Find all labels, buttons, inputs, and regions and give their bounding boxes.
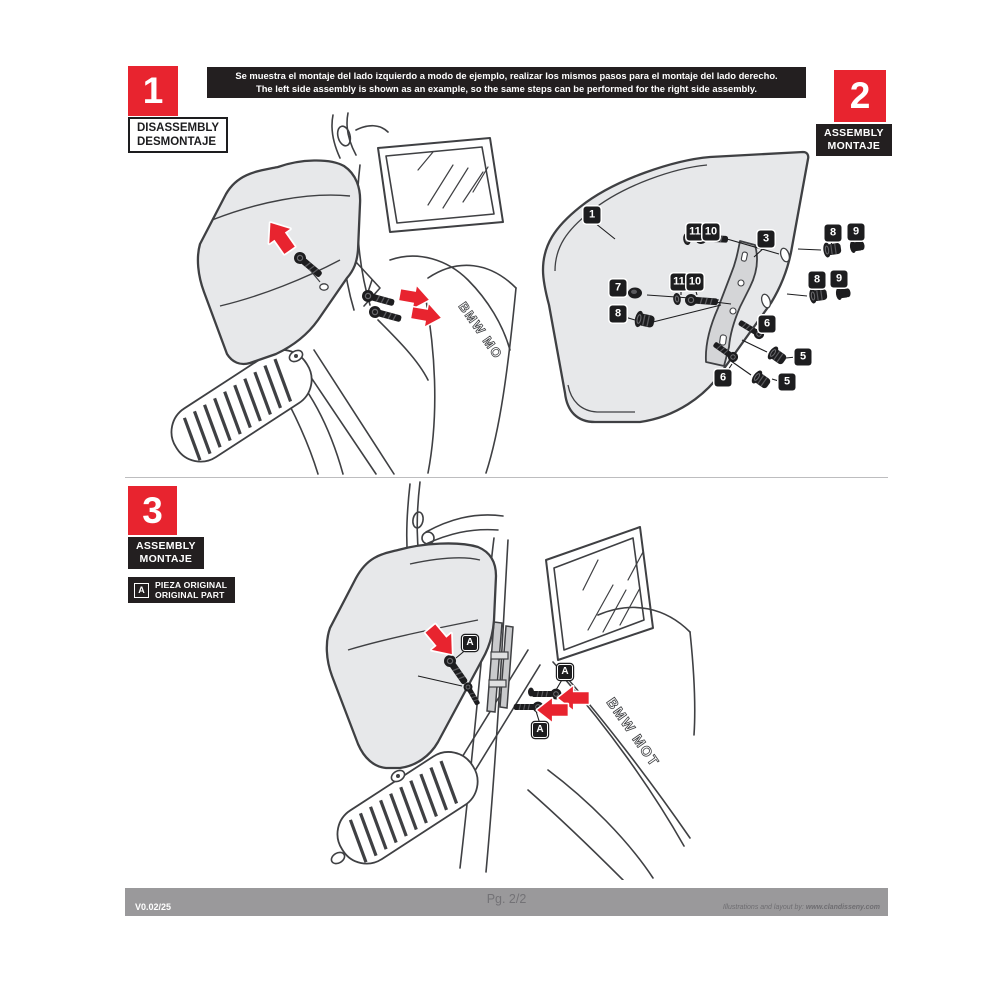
part-callout-7: 7 [610,280,627,297]
part-callout-A: A [557,664,573,680]
example-note-banner [207,67,806,98]
step1-label-en: DISASSEMBLY [137,122,220,134]
credit-text [723,904,880,911]
part-callout-5: 5 [779,374,796,391]
step2-number: 2 [834,70,886,122]
part-callout-3: 3 [758,231,775,248]
step3-drawing [298,480,698,880]
step1-label-es: DESMONTAJE [137,136,217,148]
step3-label-en: ASSEMBLY [136,540,196,552]
original-part-marker-icon: A [134,583,149,598]
part-callout-A: A [462,635,478,651]
part-callout-11: 11 [671,274,688,291]
part-callout-11: 11 [687,224,704,241]
step1-illustration [128,110,518,475]
part-callout-9: 9 [831,271,848,288]
step1-drawing [128,110,518,475]
part-callout-10: 10 [703,224,720,241]
original-part-legend [128,577,235,603]
part-callout-8: 8 [610,306,627,323]
part-callout-5: 5 [795,349,812,366]
legend-line-en: ORIGINAL PART [155,590,225,600]
part-callout-6: 6 [715,370,732,387]
step1-number: 1 [128,66,178,116]
part-callout-8: 8 [825,225,842,242]
step2-label-es: MONTAJE [827,140,881,152]
part-callout-A: A [532,722,548,738]
part-callout-6: 6 [759,316,776,333]
bike-logo-step3: BMW MOT [603,694,663,770]
original-part-text [155,580,227,600]
step3-label-es: MONTAJE [139,553,193,565]
footer-bar [125,888,888,916]
legend-line-es: PIEZA ORIGINAL [155,580,228,590]
page-indicator: Pg. 2/2 [486,892,527,906]
part-callout-1: 1 [584,207,601,224]
section-divider [125,477,888,478]
banner-line-es: Se muestra el montaje del lado izquierdo a modo de ejemplo, realizar los mismos pasos para el montaje del lado derecho. [235,70,778,81]
part-callout-10: 10 [687,274,704,291]
step3-number: 3 [128,486,177,535]
step2-drawing [535,135,895,465]
step3-illustration [298,480,698,880]
step2-label-en: ASSEMBLY [824,127,884,139]
step3-label [128,537,204,569]
part-callout-8: 8 [809,272,826,289]
version-label: V0.02/25 [135,902,172,912]
credit-domain: www.clandisseny.com [805,904,880,911]
banner-line-en: The left side assembly is shown as an example, so the same steps can be performed for the right side assembly. [255,83,758,94]
credit-prefix: Illustrations and layout by: [722,904,806,911]
part-callout-9: 9 [848,224,865,241]
bike-logo-step1: BMW MO [455,299,506,362]
step2-illustration [535,135,895,465]
